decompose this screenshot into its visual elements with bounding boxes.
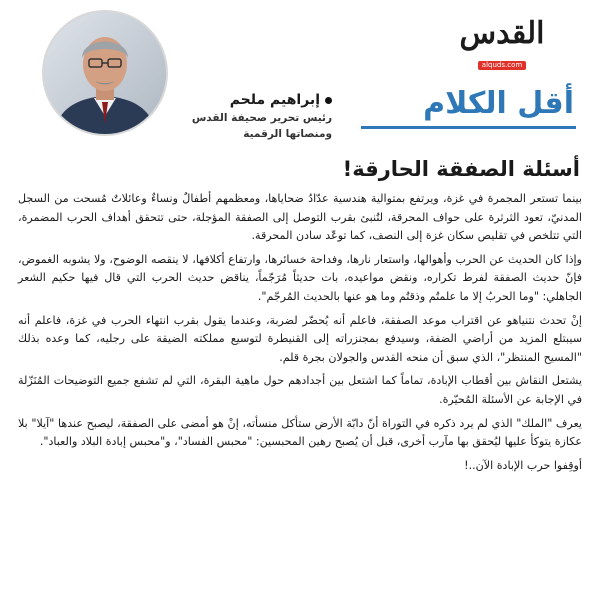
article-closing-line: أوقِفوا حرب الإبادة الآن..! xyxy=(464,458,582,472)
bullet-dot-icon xyxy=(325,97,332,104)
article-headline: أسئلة الصفقة الحارقة! xyxy=(342,157,580,181)
article-paragraph: يشتعل النقاش بين أقطاب الإبادة، تماماً كما اشتعل بين أجدادهم حول ماهية البقرة، التي لم تشفع جميع التوضيحات المُنَزّلة في الإجابة عن الأسئلة المُحيّرة. xyxy=(18,374,582,406)
author-info xyxy=(172,90,332,142)
article-paragraph: وإذا كان الحديث عن الحرب وأهوالها، واستعار نارها، وفداحة خسائرها، وارتفاع أكلافها، لا ينقصه الوضوح، ولا يشوبه الغموض، فإنّ حديث الصفقة لفرط تكراره، ونقض مواعيده، بات حديثاً مُرَجّماً، يناقض حديث الحرب التي قال فيها حكيم الشعر الجاهلي: "وما الحربُ إلا ما علمتُم وذقتُم وما هو عنها بالحديث المُرجّم". xyxy=(18,252,582,303)
newspaper-logo xyxy=(446,16,558,69)
logo-site-tag: alquds.com xyxy=(478,61,526,70)
title-underline xyxy=(361,126,576,129)
article-paragraph: إنْ تحدث نتنياهو عن اقتراب موعد الصفقة، فاعلم أنه يُحضّر لضربة، وعندما يقول بقرب انتهاء الحرب في غزة، فاعلم أنه سيبتلع المزيد من أراضي الضفة، وسيدفع بمجنزراته إلى القنيطرة لتوسيع مملكته الضيقة على رجليه، كما وعده بذلك "المسيح المنتظر"، الذي سبق أن منحه القدس والجولان بجرة قلم. xyxy=(18,313,582,364)
author-photo xyxy=(42,10,168,136)
author-role-line1: رئيس تحرير صحيفة القدس xyxy=(191,112,332,124)
article-paragraph: يعرف "الملك" الذي لم يرد ذكره في التوراة أنّ دابّة الأرض ستأكل منسأته، إنْ هو أمضى على الصفقة، ليصبح عندها "آيلا" بلا عكازة يتوكأ عليها ليُحقق بها مآرب أخرى، قبل أن يُصبح رهين المحبسين: "محبس الفساد"، و"محبس إبادة البلاد والعباد". xyxy=(18,416,582,449)
article-paragraph: بينما تستعر المجمرة في غزة، ويرتفع بمتوالية هندسية عدّادُ ضحاياها، ومعظمهم أطفالٌ ونساءٌ وعائلاتٌ مُسحت من السجل المدنيّ، تعود الثرثرة على حواف المحرقة، لتُنبئ بقرب التوصل إلى الصفقة المؤجلة، حتى تتحقق أهداف الحرب المضمرة، التي تتلخص في تقليص سكان غزة إلى النصف، كما توعّد سادن المحرقة. xyxy=(18,192,582,243)
page-header xyxy=(12,0,588,150)
author-portrait-icon xyxy=(44,12,166,134)
logo-wordmark: القدس xyxy=(459,16,545,51)
author-name: إبراهيم ملحم xyxy=(229,92,320,108)
column-title: أقل الكلام xyxy=(423,86,574,121)
author-role-line2: ومنصاتها الرقمية xyxy=(243,128,332,140)
author-name-line xyxy=(172,90,332,110)
article-body xyxy=(12,190,588,452)
